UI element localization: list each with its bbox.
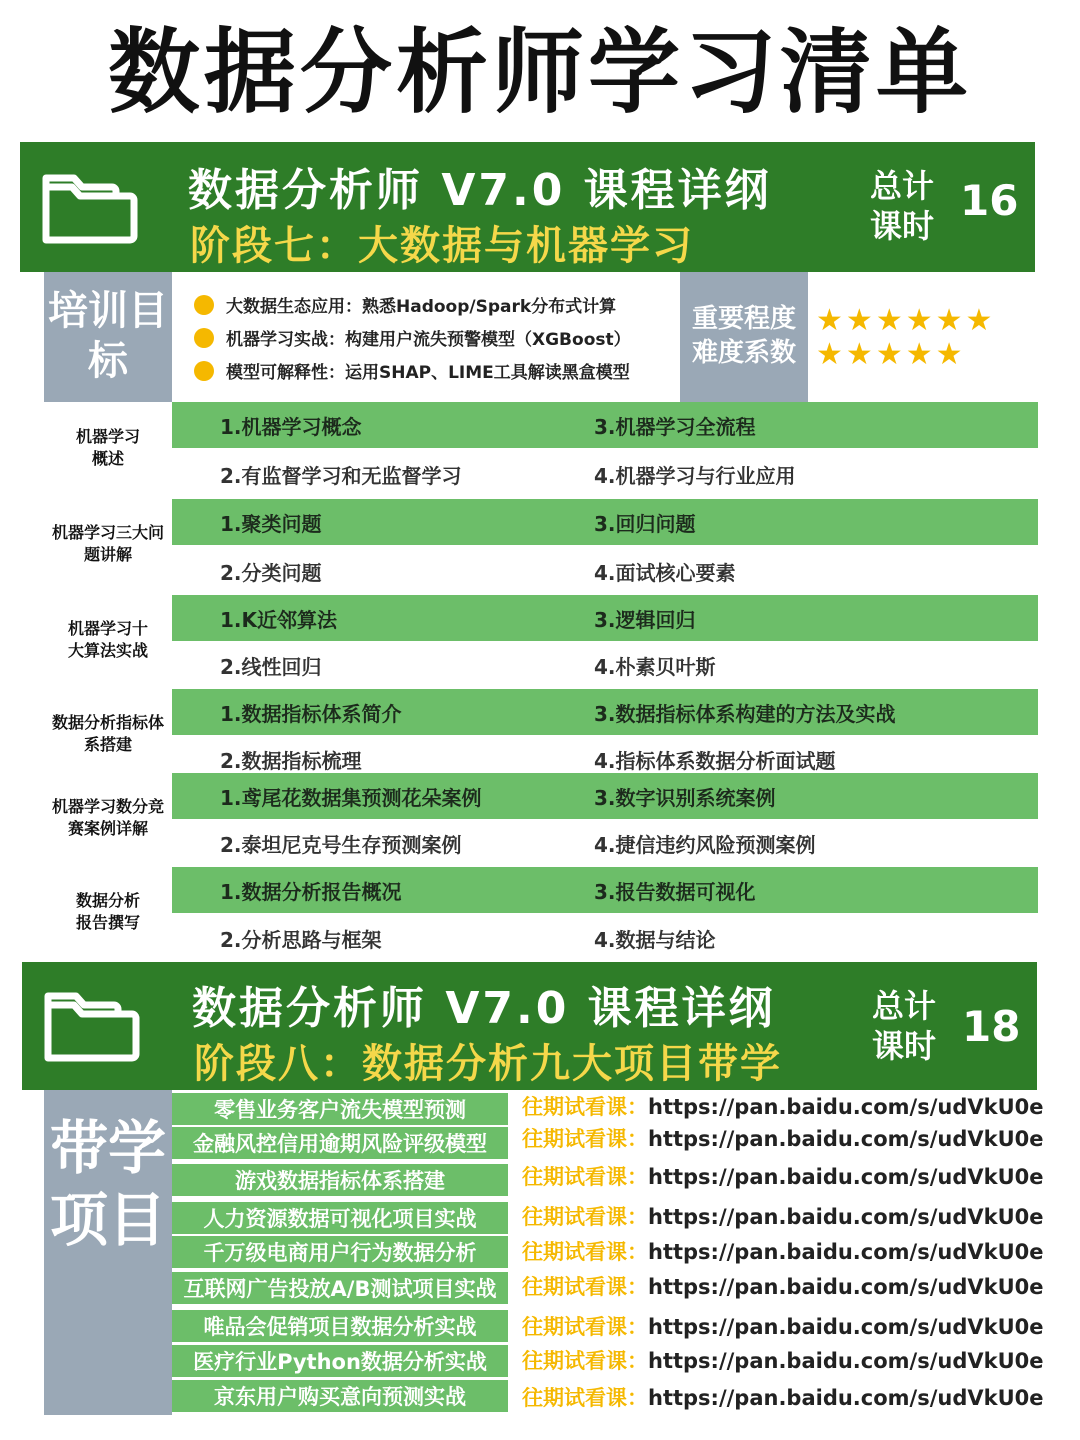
link-prefix: 往期试看课：	[522, 1386, 648, 1410]
table-row	[172, 642, 1038, 688]
bullet-icon	[194, 295, 214, 315]
trial-link[interactable]	[522, 1122, 1044, 1156]
link-url[interactable]: https://pan.baidu.com/s/udVkU0e	[648, 1240, 1044, 1264]
topic-item: 2.有监督学习和无监督学习	[220, 463, 462, 488]
star-icon: ★	[875, 337, 906, 372]
topic-item: 4.捷信违约风险预测案例	[594, 832, 816, 857]
goal-item	[190, 288, 680, 321]
link-prefix: 往期试看课：	[522, 1205, 648, 1229]
table-row	[172, 595, 1038, 641]
link-url[interactable]: https://pan.baidu.com/s/udVkU0e	[648, 1386, 1044, 1410]
star-icon: ★	[845, 337, 876, 372]
importance-stars	[816, 304, 1036, 338]
project-item: 金融风控信用逾期风险评级模型	[172, 1127, 508, 1161]
star-icon: ★	[935, 303, 966, 338]
star-icon: ★	[935, 337, 966, 372]
topic-item: 2.数据指标梳理	[220, 748, 362, 773]
course-banner-stage7	[20, 142, 1035, 272]
topic-item: 3.回归问题	[594, 511, 696, 536]
trial-link[interactable]	[522, 1235, 1044, 1269]
topic-item: 4.朴素贝叶斯	[594, 654, 716, 679]
project-item: 零售业务客户流失模型预测	[172, 1093, 508, 1127]
goal-item	[190, 354, 680, 387]
table-row	[172, 689, 1038, 735]
banner-title: 数据分析师 V7.0 课程详纲	[192, 983, 776, 1034]
project-item: 唯品会促销项目数据分析实战	[172, 1310, 508, 1344]
table-row	[172, 915, 1038, 961]
section-label: 机器学习数分竞赛案例详解	[51, 797, 164, 838]
topic-item: 3.数字识别系统案例	[594, 785, 776, 810]
banner-title: 数据分析师 V7.0 课程详纲	[188, 165, 772, 216]
trial-link[interactable]	[522, 1270, 1044, 1304]
project-item: 互联网广告投放A/B测试项目实战	[172, 1272, 508, 1306]
table-row	[172, 820, 1038, 866]
topic-item: 2.泰坦尼克号生存预测案例	[220, 832, 462, 857]
project-item: 医疗行业Python数据分析实战	[172, 1345, 508, 1379]
topic-item: 4.面试核心要素	[594, 560, 736, 585]
rating-stars	[816, 304, 1036, 372]
total-hours-value: 18	[962, 1002, 1021, 1051]
total-hours-label: 总计课时	[871, 987, 936, 1065]
topic-item: 1.鸢尾花数据集预测花朵案例	[220, 785, 482, 810]
topic-item: 3.机器学习全流程	[594, 414, 756, 439]
topic-item: 3.逻辑回归	[594, 607, 696, 632]
link-prefix: 往期试看课：	[522, 1315, 648, 1339]
star-icon: ★	[965, 303, 996, 338]
star-icon: ★	[905, 337, 936, 372]
star-icon: ★	[816, 337, 846, 372]
project-item: 千万级电商用户行为数据分析	[172, 1236, 508, 1270]
goal-item	[190, 321, 680, 354]
link-prefix: 往期试看课：	[522, 1240, 648, 1264]
table-row	[172, 867, 1038, 913]
section-label: 数据分析指标体系搭建	[51, 713, 164, 754]
topic-item: 4.机器学习与行业应用	[594, 463, 796, 488]
trial-link[interactable]	[522, 1344, 1044, 1378]
table-row	[172, 773, 1038, 819]
star-icon: ★	[875, 303, 906, 338]
link-url[interactable]: https://pan.baidu.com/s/udVkU0e	[648, 1275, 1044, 1299]
training-goal-label: 培训目标	[44, 272, 172, 402]
section-label: 机器学习三大问题讲解	[51, 523, 164, 564]
section-label: 数据分析报告撰写	[75, 891, 140, 932]
goal-text: 大数据生态应用：熟悉Hadoop/Spark分布式计算	[226, 297, 617, 317]
topic-item: 4.数据与结论	[594, 927, 716, 952]
course-banner-stage8	[22, 962, 1037, 1090]
link-prefix: 往期试看课：	[522, 1349, 648, 1373]
training-goal-list	[190, 288, 680, 387]
link-prefix: 往期试看课：	[522, 1127, 648, 1151]
banner-stage: 阶段八：数据分析九大项目带学	[194, 1041, 782, 1087]
table-row	[172, 499, 1038, 545]
folder-icon	[42, 986, 142, 1066]
project-item: 游戏数据指标体系搭建	[172, 1164, 508, 1198]
star-icon: ★	[845, 303, 876, 338]
goal-text: 模型可解释性：运用SHAP、LIME工具解读黑盒模型	[226, 363, 630, 383]
topic-item: 2.线性回归	[220, 654, 322, 679]
link-url[interactable]: https://pan.baidu.com/s/udVkU0e	[648, 1127, 1044, 1151]
topic-item: 3.数据指标体系构建的方法及实战	[594, 701, 896, 726]
link-prefix: 往期试看课：	[522, 1275, 648, 1299]
link-prefix: 往期试看课：	[522, 1095, 648, 1119]
link-url[interactable]: https://pan.baidu.com/s/udVkU0e	[648, 1349, 1044, 1373]
difficulty-stars	[816, 338, 1036, 372]
trial-link[interactable]	[522, 1090, 1044, 1124]
trial-link[interactable]	[522, 1160, 1044, 1194]
banner-stage: 阶段七：大数据与机器学习	[190, 223, 694, 269]
topic-item: 3.报告数据可视化	[594, 879, 756, 904]
bullet-icon	[194, 328, 214, 348]
topic-item: 1.数据分析报告概况	[220, 879, 402, 904]
trial-link[interactable]	[522, 1310, 1044, 1344]
link-url[interactable]: https://pan.baidu.com/s/udVkU0e	[648, 1205, 1044, 1229]
topic-item: 1.聚类问题	[220, 511, 322, 536]
topic-item: 1.数据指标体系简介	[220, 701, 402, 726]
bullet-icon	[194, 361, 214, 381]
topic-item: 2.分类问题	[220, 560, 322, 585]
table-row	[172, 451, 1038, 497]
star-icon: ★	[905, 303, 936, 338]
projects-label: 带学项目	[44, 1090, 172, 1415]
importance-label: 重要程度难度系数	[680, 272, 808, 402]
table-row	[172, 548, 1038, 594]
topic-item: 2.分析思路与框架	[220, 927, 382, 952]
link-url[interactable]: https://pan.baidu.com/s/udVkU0e	[648, 1165, 1044, 1189]
trial-link[interactable]	[522, 1381, 1044, 1415]
table-row	[172, 402, 1038, 448]
project-item: 京东用户购买意向预测实战	[172, 1380, 508, 1414]
folder-icon	[40, 168, 140, 248]
link-url[interactable]: https://pan.baidu.com/s/udVkU0e	[648, 1315, 1044, 1339]
link-url[interactable]: https://pan.baidu.com/s/udVkU0e	[648, 1095, 1044, 1119]
goal-text: 机器学习实战：构建用户流失预警模型（XGBoost）	[226, 330, 631, 350]
topic-item: 1.机器学习概念	[220, 414, 362, 439]
project-item: 人力资源数据可视化项目实战	[172, 1202, 508, 1236]
section-label: 机器学习概述	[75, 427, 140, 468]
total-hours-label: 总计课时	[869, 167, 934, 245]
page-title: 数据分析师学习清单	[107, 19, 972, 126]
topic-item: 4.指标体系数据分析面试题	[594, 748, 836, 773]
total-hours-value: 16	[960, 176, 1019, 225]
trial-link[interactable]	[522, 1200, 1044, 1234]
star-icon: ★	[816, 303, 846, 338]
link-prefix: 往期试看课：	[522, 1165, 648, 1189]
topic-item: 1.K近邻算法	[220, 607, 338, 632]
section-label: 机器学习十大算法实战	[67, 619, 148, 660]
